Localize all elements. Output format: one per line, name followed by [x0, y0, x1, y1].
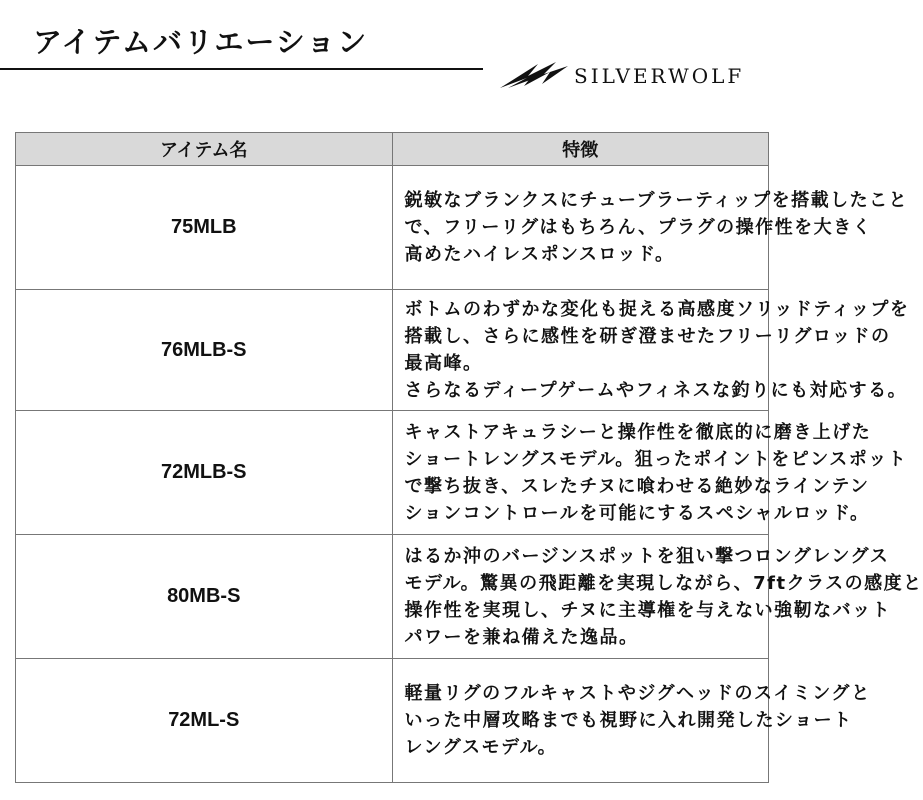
- brand-name: SILVERWOLF: [574, 64, 745, 88]
- feature-line: ボトムのわずかな変化も捉える高感度ソリッドティップを: [404, 299, 910, 320]
- table-row: [16, 659, 769, 783]
- feature-cell: [392, 411, 908, 535]
- table-row: [16, 166, 769, 290]
- page-title: アイテムバリエーション: [33, 25, 369, 59]
- feature-line: で、フリーリグはもちろん、プラグの操作性を大きく: [404, 217, 873, 238]
- feature-line: はるか沖のバージンスポットを狙い撃つロングレングス: [404, 545, 890, 567]
- column-header-features: 特徴: [392, 133, 769, 166]
- item-name-cell: 72MLB-S: [16, 411, 393, 535]
- feature-line: キャストアキュラシーと操作性を徹底的に磨き上げた: [404, 421, 872, 443]
- feature-line: いった中層攻略までも視野に入れ開発したショート: [404, 710, 853, 731]
- feature-line: さらなるディープゲームやフィネスな釣りにも対応する。: [404, 380, 908, 401]
- feature-cell: [392, 535, 923, 659]
- feature-line: 鋭敏なブランクスにチューブラーティップを搭載したこと: [404, 190, 909, 211]
- table-row: [16, 535, 769, 659]
- header-divider: [0, 68, 483, 70]
- item-name-cell: 80MB-S: [16, 535, 393, 659]
- feature-line: 最高峰。: [404, 353, 483, 374]
- feature-line: ションコントロールを可能にするスペシャルロッド。: [404, 502, 870, 524]
- brand-logo: [498, 58, 768, 94]
- feature-cell: [392, 290, 910, 411]
- table-row: [16, 411, 769, 535]
- table-header-row: [16, 133, 769, 166]
- feature-line: レングスモデル。: [404, 737, 558, 758]
- feature-line: で撃ち抜き、スレたチヌに喰わせる絶妙なラインテン: [404, 475, 870, 497]
- column-header-item-name: アイテム名: [16, 133, 393, 166]
- wolf-logo-icon: [498, 58, 570, 92]
- item-variation-table: [15, 132, 923, 783]
- feature-cell: [392, 166, 909, 290]
- item-name-cell: 76MLB-S: [16, 290, 393, 411]
- feature-cell: [392, 659, 871, 783]
- feature-line: 搭載し、さらに感性を研ぎ澄ませたフリーリグロッドの: [404, 326, 891, 347]
- item-name-cell: 75MLB: [16, 166, 393, 290]
- item-name-cell: 72ML-S: [16, 659, 393, 783]
- feature-line: ショートレングスモデル。狙ったポイントをピンスポット: [404, 448, 908, 470]
- feature-line: 高めたハイレスポンスロッド。: [404, 244, 675, 265]
- table-row: [16, 290, 769, 411]
- feature-line: モデル。驚異の飛距離を実現しながら、7ftクラスの感度と: [404, 572, 923, 594]
- feature-line: 操作性を実現し、チヌに主導権を与えない強靭なバット: [404, 599, 892, 621]
- feature-line: 軽量リグのフルキャストやジグヘッドのスイミングと: [404, 683, 871, 704]
- feature-line: パワーを兼ね備えた逸品。: [404, 626, 639, 648]
